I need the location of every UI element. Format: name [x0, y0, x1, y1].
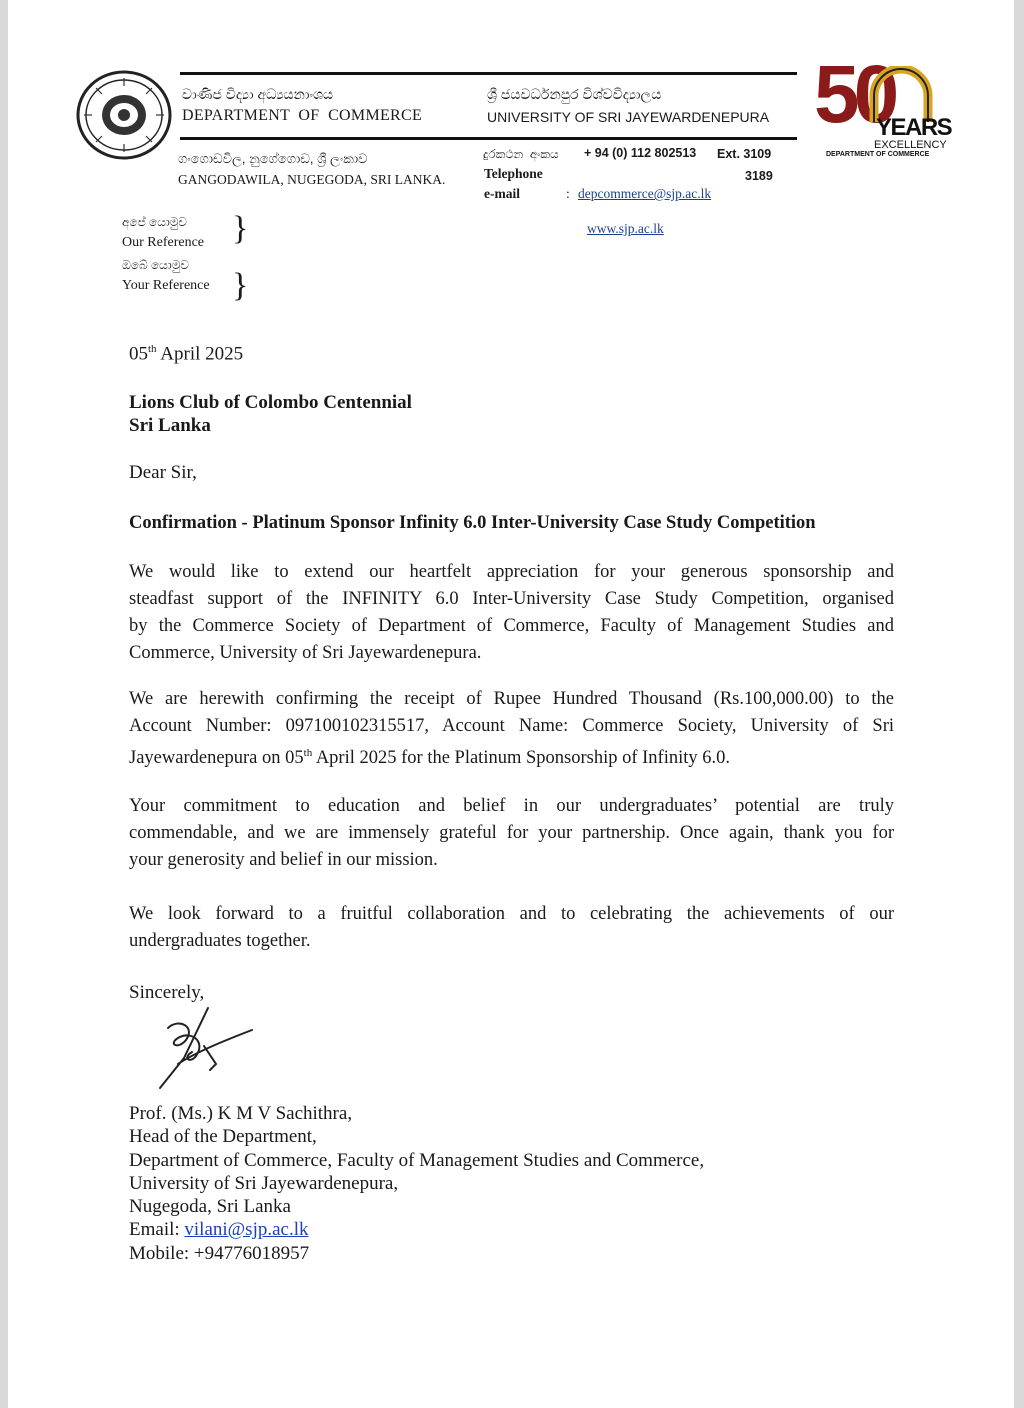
our-ref-brace: } [232, 210, 249, 247]
univ-name: UNIVERSITY OF SRI JAYEWARDENEPURA [487, 109, 770, 125]
email-label: e-mail [484, 186, 520, 201]
signatory-city: Nugegoda, Sri Lanka [129, 1196, 291, 1217]
signatory-name: Prof. (Ms.) K M V Sachithra, [129, 1103, 353, 1124]
recipient-name: Lions Club of Colombo Centennial [129, 392, 412, 413]
your-ref-brace: } [232, 267, 249, 304]
header-rule-bottom [180, 137, 797, 140]
p1-line: Commerce, University of Sri Jayewardenepura. [129, 643, 482, 663]
dept-name-sinhala: වාණිජ විද්‍යා අධ්‍යයනාංශය [182, 86, 334, 102]
salutation: Dear Sir, [129, 462, 197, 483]
anniversary-dept-text: DEPARTMENT OF COMMERCE [826, 151, 930, 158]
your-ref-sinhala: ඔබේ යොමුව [122, 258, 189, 272]
phone-label-sinhala: දුරකථන අංකය [483, 147, 559, 161]
p1-line: steadfast support of the INFINITY 6.0 Inter-University Case Study Competition, organised [129, 589, 894, 609]
dept-name: DEPARTMENT OF COMMERCE [182, 107, 423, 124]
university-seal-logo [76, 70, 172, 160]
address-sinhala: ගංගොඩවිල, නුගේගොඩ, ශ්‍රී ලංකාව [178, 151, 368, 166]
header-rule-top [180, 72, 797, 75]
email-separator: : [566, 186, 570, 201]
excellency-text: EXCELLENCY [874, 139, 947, 151]
website-link[interactable]: www.sjp.ac.lk [587, 221, 664, 236]
closing: Sincerely, [129, 982, 205, 1003]
univ-name-sinhala: ශ්‍රී ජයවර්ධනපුර විශ්වවිද්‍යාලය [487, 86, 662, 102]
signatory-university: University of Sri Jayewardenepura, [129, 1173, 399, 1194]
letter-date: 05th April 2025 [129, 343, 244, 365]
dept-email-link[interactable]: depcommerce@sjp.ac.lk [578, 186, 712, 201]
address: GANGODAWILA, NUGEGODA, SRI LANKA. [178, 172, 446, 187]
p4-line: undergraduates together. [129, 931, 311, 951]
p2-line: Account Number: 097100102315517, Account Name: Commerce Society, University of Sri [129, 716, 894, 736]
p1-line: by the Commerce Society of Department of Commerce, Faculty of Management Studies and [129, 616, 894, 636]
paragraph-appreciation [129, 559, 894, 667]
p4-line: We look forward to a fruitful collaboration and to celebrating the achievements of our [129, 904, 894, 924]
signatory-department: Department of Commerce, Faculty of Management Studies and Commerce, [129, 1150, 705, 1171]
fifty-years-logo [814, 49, 952, 162]
your-ref-label: Your Reference [122, 278, 210, 293]
signatory-mobile: Mobile: +94776018957 [129, 1243, 310, 1264]
subject-line: Confirmation - Platinum Sponsor Infinity 6.0 Inter-University Case Study Competition [129, 513, 816, 533]
letter-page [8, 0, 1014, 1408]
signatory-email-link[interactable]: vilani@sjp.ac.lk [184, 1219, 309, 1240]
paragraph-collaboration [129, 901, 894, 955]
p3-line: commendable, and we are immensely grateful for your partnership. Once again, thank you for [129, 823, 894, 843]
phone-number: + 94 (0) 112 802513 [584, 146, 697, 160]
recipient-country: Sri Lanka [129, 415, 211, 436]
years-text: YEARS [876, 114, 952, 141]
signatory-email-row: Email: vilani@sjp.ac.lk [129, 1219, 309, 1240]
phone-ext-1: Ext. 3109 [717, 147, 772, 161]
telephone-label: Telephone [484, 166, 543, 181]
our-ref-label: Our Reference [122, 235, 205, 250]
p3-line: your generosity and belief in our mission. [129, 850, 438, 870]
p2-line: We are herewith confirming the receipt of Rupee Hundred Thousand (Rs.100,000.00) to the [129, 689, 894, 709]
fifty-number: 50 [814, 49, 894, 140]
handwritten-signature [148, 1000, 268, 1095]
phone-ext-2: 3189 [745, 169, 773, 183]
p1-line: We would like to extend our heartfelt appreciation for your generous sponsorship and [129, 562, 894, 582]
paragraph-receipt [129, 686, 894, 772]
p3-line: Your commitment to education and belief in our undergraduates’ potential are truly [129, 796, 894, 816]
our-ref-sinhala: අපේ යොමුව [122, 215, 188, 229]
signatory-title: Head of the Department, [129, 1126, 317, 1147]
p2-line: Jayewardenepura on 05th April 2025 for the Platinum Sponsorship of Infinity 6.0. [129, 747, 730, 769]
paragraph-commitment [129, 793, 894, 874]
